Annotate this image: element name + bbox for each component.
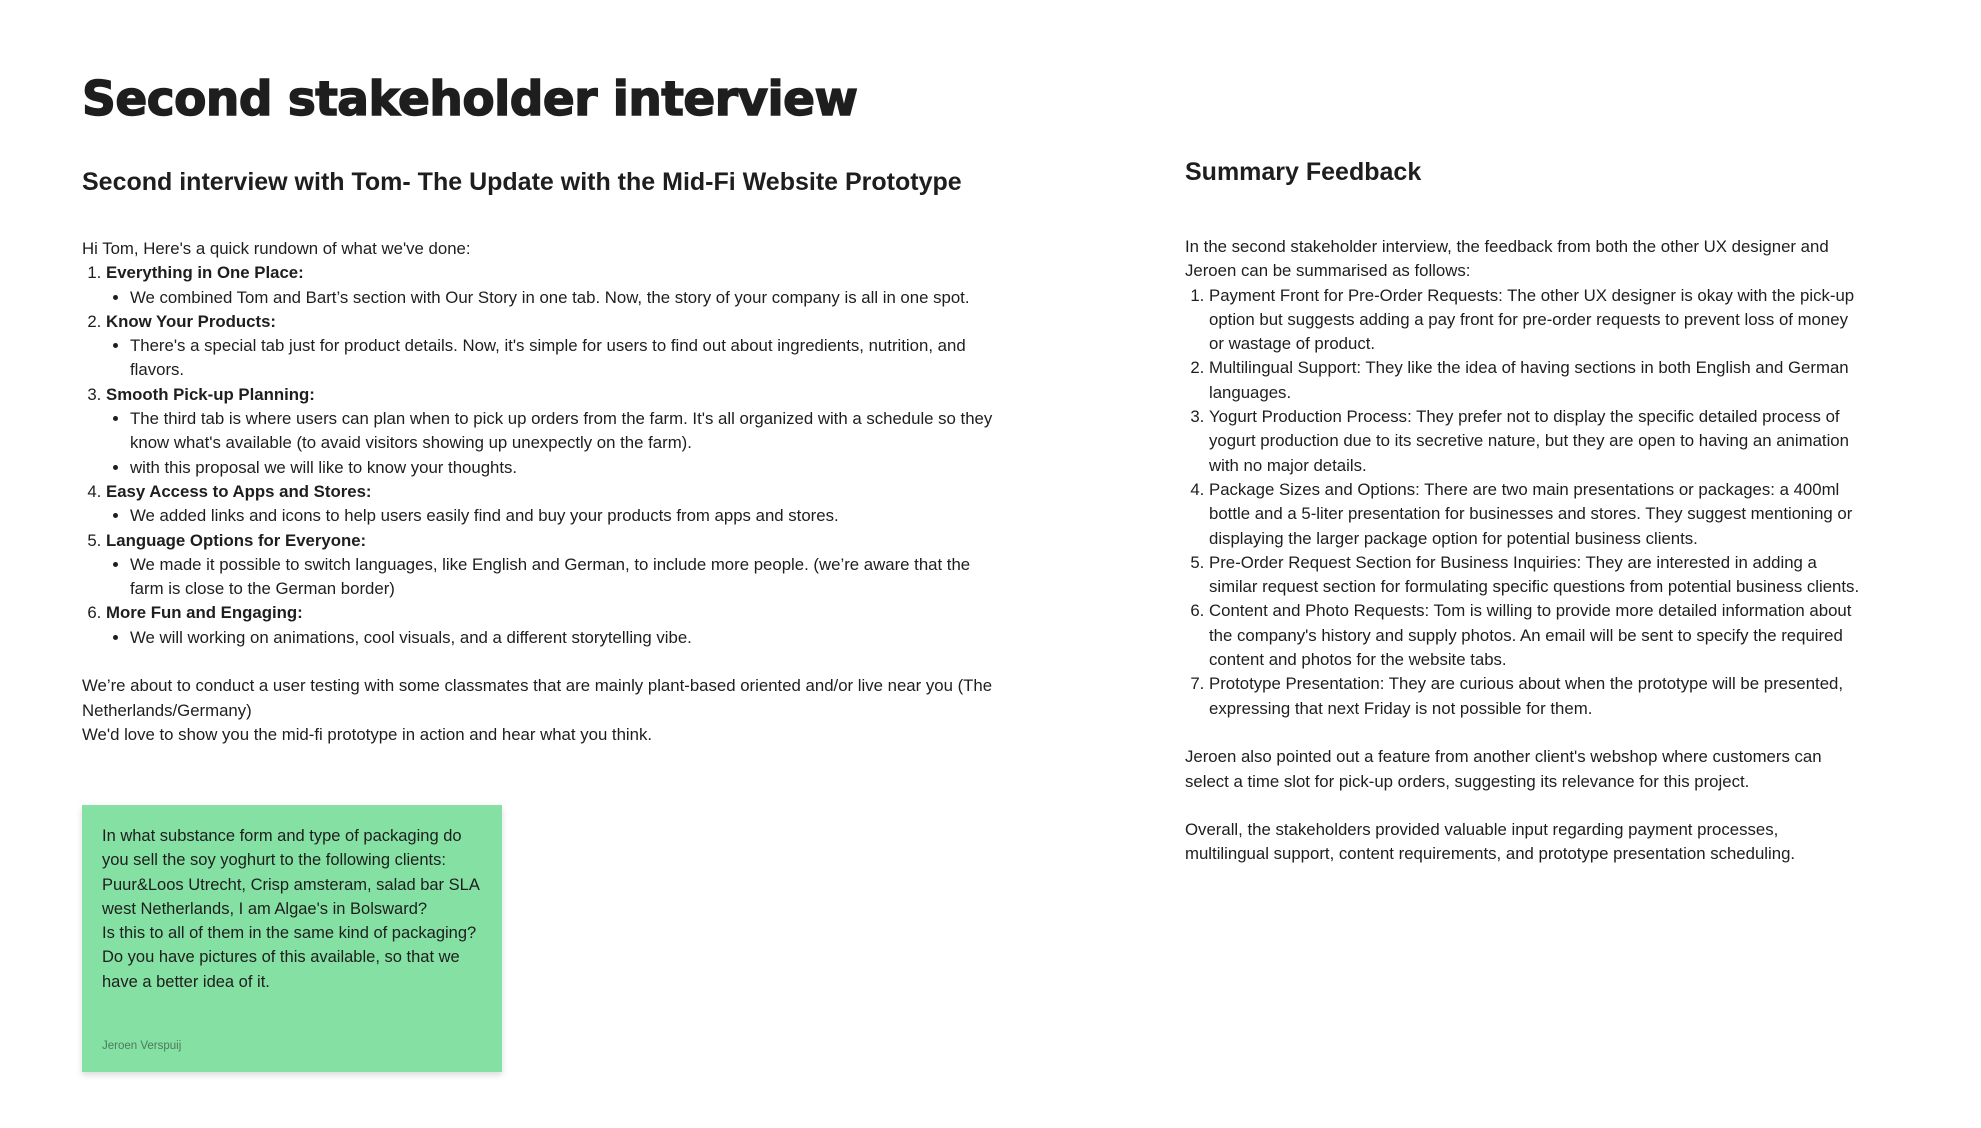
sticky-note-text <box>102 824 482 994</box>
update-bullet: • We will working on animations, cool visuals, and a different storytelling vibe. <box>130 626 1002 650</box>
feedback-item: 1. Payment Front for Pre-Order Requests: The other UX designer is okay with the pick-up option but suggests adding a pay front for pre-order requests to prevent loss of money or wastage of product. <box>1209 284 1865 357</box>
feedback-list <box>1185 284 1865 721</box>
update-item <box>106 310 1002 383</box>
update-bullet: • We made it possible to switch languages, like English and German, to include more people. (we’re aware that the farm is close to the German border) <box>130 553 1002 602</box>
update-bullet: • We combined Tom and Bart’s section with Our Story in one tab. Now, the story of your company is all in one spot. <box>130 286 1002 310</box>
update-item-title: Language Options for Everyone: <box>106 530 367 550</box>
update-item <box>106 601 1002 650</box>
summary-body <box>1185 235 1865 867</box>
update-item-title: More Fun and Engaging: <box>106 603 303 623</box>
update-item <box>106 383 1002 480</box>
update-item-title: Everything in One Place: <box>106 263 304 283</box>
interview-subtitle: Second interview with Tom- The Update with the Mid-Fi Website Prototype <box>82 168 962 196</box>
feedback-item: 4. Package Sizes and Options: There are two main presentations or packages: a 400ml bottle and a 5-liter presentation for businesses and stores. They suggest mentioning or displaying the larger package option for potential business clients. <box>1209 478 1865 551</box>
feedback-item: 2. Multilingual Support: They like the idea of having sections in both English and German languages. <box>1209 356 1865 405</box>
sticky-note-line: Do you have pictures of this available, so that we have a better idea of it. <box>102 948 460 991</box>
update-bullet: • We added links and icons to help users easily find and buy your products from apps and stores. <box>130 504 1002 528</box>
summary-subtitle: Summary Feedback <box>1185 158 1422 186</box>
sticky-note-line: Is this to all of them in the same kind of packaging? <box>102 924 477 943</box>
update-item <box>106 261 1002 310</box>
update-bullet: • There's a special tab just for product details. Now, it's simple for users to find out about ingredients, nutrition, and flavors. <box>130 334 1002 383</box>
interview-body <box>82 237 1002 747</box>
update-item-title: Easy Access to Apps and Stores: <box>106 481 372 501</box>
feedback-item: 5. Pre-Order Request Section for Business Inquiries: They are interested in adding a similar request section for formulating specific questions from potential business clients. <box>1209 551 1865 600</box>
sticky-note-author: Jeroen Verspuij <box>102 1040 182 1052</box>
feedback-item: 7. Prototype Presentation: They are curious about when the prototype will be presented, expressing that next Friday is not possible for them. <box>1209 672 1865 721</box>
update-item <box>106 480 1002 529</box>
interview-section <box>82 168 1002 747</box>
summary-note: Jeroen also pointed out a feature from another client's webshop where customers can select a time slot for pick-up orders, suggesting its relevance for this project. <box>1185 747 1822 791</box>
update-bullet: • The third tab is where users can plan when to pick up orders from the farm. It's all organized with a schedule so they know what's available (to avaid visitors showing up unexpectly on the farm). <box>130 407 1002 456</box>
interview-intro: Hi Tom, Here's a quick rundown of what we've done: <box>82 239 471 258</box>
page-title: Second stakeholder interview <box>82 72 858 127</box>
closing-paragraph: We’re about to conduct a user testing with some classmates that are mainly plant-based oriented and/or live near you (The Netherlands/Germany) <box>82 676 993 720</box>
update-item <box>106 529 1002 602</box>
update-list <box>82 261 1002 650</box>
summary-section <box>1185 158 1865 867</box>
sticky-note-line: In what substance form and type of packaging do you sell the soy yoghurt to the following clients: Puur&Loos Utrecht, Crisp amsteram, salad bar SLA west Netherlands, I am Algae's in Bolsward? <box>102 827 479 918</box>
update-item-title: Smooth Pick-up Planning: <box>106 384 315 404</box>
sticky-note[interactable] <box>82 805 502 1072</box>
closing-paragraph: We'd love to show you the mid-fi prototype in action and hear what you think. <box>82 724 653 744</box>
update-bullet: • with this proposal we will like to know your thoughts. <box>130 456 1002 480</box>
feedback-item: 6. Content and Photo Requests: Tom is willing to provide more detailed information about the company's history and supply photos. An email will be sent to specify the required content and photos for the website tabs. <box>1209 599 1865 672</box>
summary-intro: In the second stakeholder interview, the feedback from both the other UX designer and Jeroen can be summarised as follows: <box>1185 237 1829 281</box>
summary-note: Overall, the stakeholders provided valuable input regarding payment processes, multilingual support, content requirements, and prototype presentation scheduling. <box>1185 820 1796 864</box>
update-item-title: Know Your Products: <box>106 311 276 331</box>
feedback-item: 3. Yogurt Production Process: They prefer not to display the specific detailed process of yogurt production due to its secretive nature, but they are open to having an animation with no major details. <box>1209 405 1865 478</box>
